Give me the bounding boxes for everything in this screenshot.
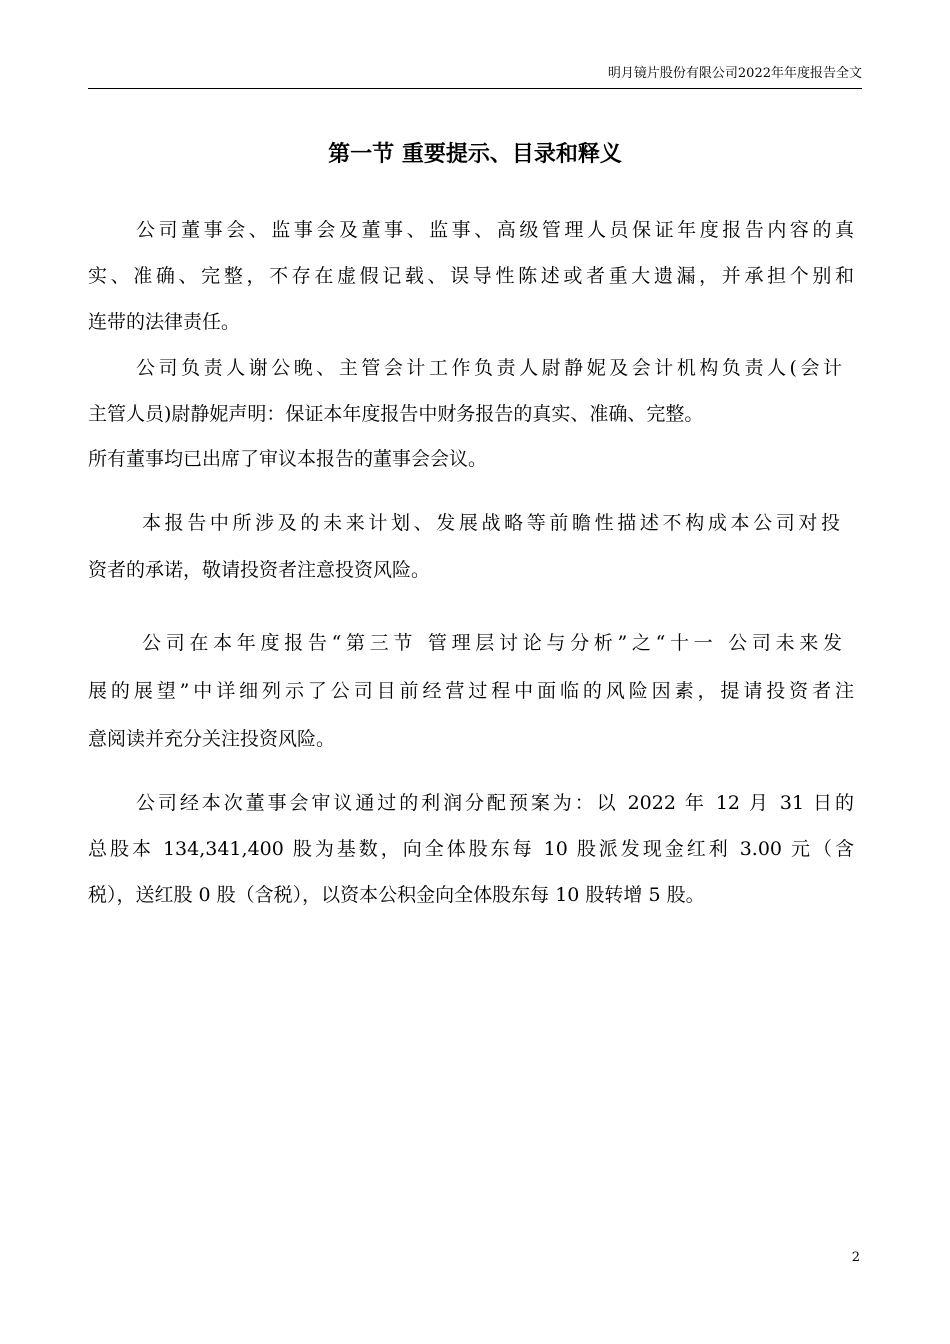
section-title: 第一节 重要提示、目录和释义 [328, 142, 622, 167]
paragraph-6-line-2: 总股本 134,341,400 股为基数，向全体股东每 10 股派发现金红利 3.00 元（含 [88, 838, 854, 860]
paragraph-1-line-2: 实、准确、完整，不存在虚假记载、误导性陈述或者重大遗漏，并承担个别和 [88, 265, 854, 287]
paragraph-5-line-3: 意阅读并充分关注投资风险。 [88, 728, 336, 750]
paragraph-6-line-1: 公司经本次董事会审议通过的利润分配预案为：以 2022 年 12 月 31 日的 [136, 792, 854, 814]
header-divider [88, 88, 862, 89]
paragraph-4-line-2: 资者的承诺，敬请投资者注意投资风险。 [88, 559, 431, 581]
paragraph-5-line-1: 公司在本年度报告“第三节 管理层讨论与分析”之“十一 公司未来发 [142, 632, 842, 654]
page-number: 2 [851, 1250, 860, 1265]
paragraph-2-line-1: 公司负责人谢公晚、主管会计工作负责人尉静妮及会计机构负责人(会计 [136, 357, 842, 379]
paragraph-3-line-1: 所有董事均已出席了审议本报告的董事会会议。 [88, 448, 488, 470]
paragraph-4-line-1: 本报告中所涉及的未来计划、发展战略等前瞻性描述不构成本公司对投 [142, 512, 840, 534]
paragraph-1-line-1: 公司董事会、监事会及董事、监事、高级管理人员保证年度报告内容的真 [136, 219, 854, 241]
paragraph-1-line-3: 连带的法律责任。 [88, 311, 241, 333]
paragraph-6-line-3: 税），送红股 0 股（含税），以资本公积金向全体股东每 10 股转增 5 股。 [88, 884, 705, 906]
paragraph-5-line-2: 展的展望”中详细列示了公司目前经营过程中面临的风险因素，提请投资者注 [88, 680, 854, 702]
report-header-title: 明月镜片股份有限公司2022年年度报告全文 [607, 66, 862, 81]
paragraph-2-line-2: 主管人员)尉静妮声明：保证本年度报告中财务报告的真实、准确、完整。 [88, 403, 704, 425]
